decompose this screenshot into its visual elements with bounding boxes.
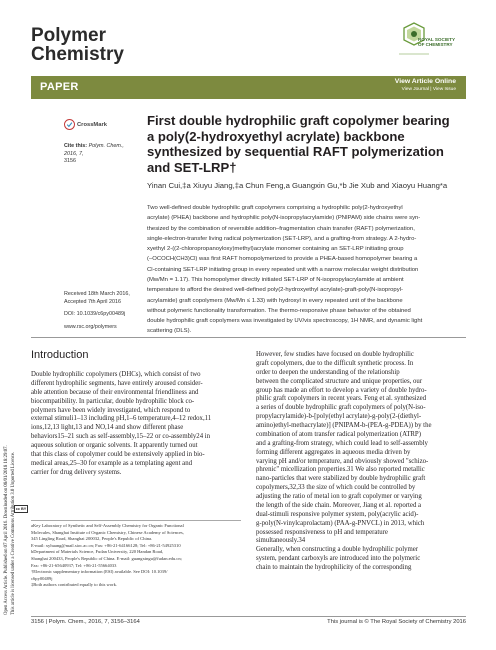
body-text-line: varying pH and/or temperature, and obviously showed "schizo-: [256, 457, 429, 465]
rsc-hexagon-logo-icon: [396, 20, 466, 76]
body-text-line: external stimuli1–13 including pH,1–6 temperature,4–12 redox,11: [31, 415, 212, 423]
doi-link[interactable]: DOI: 10.1039/c6py00489j: [64, 311, 126, 317]
title-line: and SET-LRP†: [147, 159, 237, 175]
abstract-line: (Mw/Mn = 1.17). This homopolymer directly initiated SET-LRP of N-isopropylacrylamide at ambient: [147, 276, 404, 283]
abstract-line: xyethyl 2-((2-chloropropanoyloxy)methyl)acrylate monomer containing an SET-LRP initiating group: [147, 246, 404, 253]
footnote-line: c6py00489j: [31, 575, 53, 581]
abstract: [147, 203, 465, 337]
body-text-line: and a grafting-from strategy, which could lead to self-assembly: [256, 439, 428, 447]
body-text-line: combination of atom transfer radical polymerization (ATRP): [256, 430, 421, 438]
page-footer-citation: 3156 | Polym. Chem., 2016, 7, 3156–3164: [31, 619, 140, 625]
page-footer-copyright: This journal is © The Royal Society of Chemistry 2016: [327, 619, 466, 625]
abstract-line: (–OCOCH(CH3)Cl) was first RAFT homopolymerized to provide a PHEA-based homopolymer bearing a: [147, 256, 418, 263]
body-text-line: behaviors15–21 such as self-assembly,15–22 or co-assembly24 in: [31, 433, 211, 441]
article-type-banner: [31, 76, 466, 99]
rsc-logo[interactable]: [396, 20, 466, 76]
crossmark-button[interactable]: [64, 119, 107, 130]
body-text-line: carrier for drug delivery systems.: [31, 468, 122, 476]
body-text-line: medical areas,25–30 for example as a templating agent and: [31, 459, 192, 467]
abstract-line: Cl-containing SET-LRP initiating group in every repeated unit with a narrow molecular weight distribution: [147, 266, 419, 273]
footer-rule: [31, 616, 466, 617]
body-column-left: [31, 371, 241, 478]
body-text-line: able attention because of their environmental friendliness and: [31, 388, 199, 396]
footnote-line: E-mail: xyhuang@mail.sioc.ac.cn; Fax: +86-21-64166128; Tel: +86-21-54925310: [31, 542, 181, 548]
abstract-line: acrylamide) graft copolymers (Mw/Mn ≤ 1.33) with hydroxyl in every repeated unit of the backbone: [147, 297, 403, 304]
body-text-line: aqueous solution or organic solvents. It apparently turned out: [31, 442, 198, 449]
body-text-line: Generally, when constructing a double hydrophilic polymer: [256, 546, 419, 554]
crossmark-icon: [64, 119, 75, 130]
received-date: Received 18th March 2016,: [64, 291, 130, 297]
body-text-line: ions,12,13 light,13 and NO,14 and show different phase: [31, 424, 184, 432]
body-text-line: different hydrophilic segments, have entirely aroused consider-: [31, 379, 203, 387]
cite-reference: Polym. Chem., 2016, 7,: [64, 143, 124, 157]
body-text-line: biocompatibility. In particular, double hydrophilic block co-: [31, 397, 195, 405]
footnote-line: bDepartment of Materials Science, Fudan University, 220 Handan Road,: [31, 549, 164, 555]
body-text-line: forming different aggregates in aqueous media driven by: [256, 448, 411, 456]
journal-name-line1: Polymer: [31, 25, 106, 46]
received-accepted-dates: [64, 291, 130, 306]
article-title: [147, 113, 450, 175]
open-access-line1: Open Access Article. Published on 07 April 2016. Downloaded on 08/01/2018 18:29:07.: [4, 445, 9, 615]
abstract-line: Two well-defined double hydrophilic graft copolymers comprising a hydrophilic poly(2-hydroxyethyl: [147, 205, 403, 211]
abstract-line: thesized by the combination of reversible addition–fragmentation chain transfer (RAFT) polymerization,: [147, 225, 415, 232]
footnote-line: †Electronic supplementary information (ESI) available. See DOI: 10.1039/: [31, 569, 168, 575]
body-text-line: philic graft copolymers in recent years. Feng et al. synthesized: [256, 395, 427, 403]
footnote-line: aKey Laboratory of Synthetic and Self-Assembly Chemistry for Organic Functional: [31, 523, 184, 528]
body-text-line: adjusting the ratio of metal ion to graft copolymer or varying: [256, 493, 422, 500]
body-text-line: between the complicated structure and unique properties, our: [256, 377, 423, 385]
open-access-line2[interactable]: This article is licensed under a Creative Commons Attribution 3.0 Unported Licence.: [11, 451, 16, 615]
footnote-rule: [31, 520, 241, 521]
body-text-line: order to deepen the understanding of the relationship: [256, 368, 400, 376]
body-text-line: g-poly(N-vinylcaprolactam) (PAA-g-PNVCL) in 2013, which: [256, 519, 425, 527]
accepted-date: Accepted 7th April 2016: [64, 298, 121, 305]
cc-license-badge[interactable]: cc BY: [15, 507, 27, 511]
footnote-line: ‡Both authors contributed equally to this work.: [31, 582, 118, 588]
body-text-line: the length of the side chain. Moreover, Jiang et al. reported a: [256, 501, 422, 509]
body-text-line: However, few studies have focused on double hydrophilic: [256, 351, 414, 358]
abstract-line: double hydrophilic graft copolymers was investigated by UV/vis spectroscopy, 1H NMR, and dynamic light: [147, 318, 423, 325]
body-text-line: amino)ethyl-methacrylate)] (PNIPAM-b-(PEA-g-PDEA)) by the: [256, 422, 432, 429]
abstract-line: without polymeric functionality transformation. The thermo-responsive phase behavior of the obtained: [147, 307, 411, 314]
body-text-line: a series of double hydrophilic graft copolymers of poly(N-iso-: [256, 404, 426, 412]
body-text-line: chain to maintain the hydrophilicity of the corresponding: [256, 564, 412, 571]
body-text-line: graft copolymers, due to the difficult synthetic process. In: [256, 359, 414, 367]
banner-links: [395, 77, 456, 94]
body-text-line: system, pendant carboxyls are introduced into the polymeric: [256, 555, 421, 563]
body-text-line: nano-particles that were stabilized by double hydrophilic graft: [256, 475, 426, 483]
body-text-line: possessed responsiveness to pH and temperature: [256, 528, 388, 536]
body-column-right: [256, 351, 468, 573]
title-line: a poly(2-hydroxyethyl acrylate) backbone: [147, 128, 405, 144]
rsc-name: [418, 37, 455, 47]
view-journal-issue-links[interactable]: View Journal | View Issue: [401, 87, 456, 92]
crossmark-label: CrossMark: [77, 121, 107, 128]
article-type-label: PAPER: [40, 81, 79, 93]
footnote-line: 345 Lingling Road, Shanghai 200032, People's Republic of China.: [31, 536, 153, 542]
citation-info: [64, 143, 138, 166]
footnote-line: Shanghai 200433, People's Republic of China. E-mail: guangxingu@fudan.edu.cn;: [31, 555, 182, 561]
abstract-line: single-electron-transfer living radical polymerization (SET-LRP), and a grafting-from strategy. A 2-hydro-: [147, 235, 417, 242]
rsc-name-line2: OF CHEMISTRY: [418, 42, 453, 48]
title-line: First double hydrophilic graft copolymer bearing: [147, 113, 450, 128]
abstract-line: scattering (DLS).: [147, 328, 192, 335]
body-text-line: polymers have been widely investigated, which respond to: [31, 406, 191, 414]
view-article-online-link[interactable]: View Article Online: [394, 78, 456, 85]
journal-website-link[interactable]: www.rsc.org/polymers: [64, 324, 117, 330]
body-text-line: that this class of copolymer could be extensively applied in bio-: [31, 450, 205, 458]
open-access-notice: [3, 150, 31, 615]
body-text-line: dual-stimuli responsive polymer system, poly(acrylic acid)-: [256, 510, 419, 518]
body-text-line: simultaneously.34: [256, 537, 306, 545]
section-divider: [31, 337, 466, 338]
cite-reference-page: 3156: [64, 158, 76, 164]
affiliation-footnotes: [31, 523, 243, 589]
journal-name-line2: Chemistry: [31, 44, 124, 65]
introduction-heading: Introduction: [31, 349, 89, 361]
title-line: synthesized by sequential RAFT polymerization: [147, 144, 444, 159]
body-text-line: phrenic" micellization properties.31 We also reported metallic: [256, 466, 425, 474]
body-text-line: copolymers,32,33 the size of which could be controlled by: [256, 484, 416, 492]
author-list: Yinan Cui,‡a Xiuyu Jiang,‡a Chun Feng,a Guangxin Gu,*b Jie Xub and Xiaoyu Huang*a: [147, 181, 448, 190]
cite-prefix: Cite this:: [64, 143, 88, 149]
footnote-line: Fax: +86-21-65640937; Tel: +86-21-55664033: [31, 562, 117, 568]
journal-name: [31, 26, 124, 64]
body-text-line: group has made an effort to develop a variety of double hydro-: [256, 386, 427, 394]
body-text-line: propylacrylamide)-b-[poly(ethyl acrylate)-g-poly(2-(diethyl-: [256, 413, 422, 421]
body-text-line: Double hydrophilic copolymers (DHCs), which consist of two: [31, 371, 201, 378]
abstract-line: acrylate) (PHEA) backbone and hydrophilic poly(N-isopropylacrylamide) (PNIPAM) side chains were syn-: [147, 215, 421, 222]
footnote-line: Molecules, Shanghai Institute of Organic Chemistry, Chinese Academy of Sciences,: [31, 529, 184, 535]
abstract-line: temperature to afford the desired well-defined poly(2-hydroxyethyl acrylate)-graft-poly(N-isopropyl-: [147, 287, 403, 294]
rsc-name-line1: ROYAL SOCIETY: [418, 37, 456, 42]
